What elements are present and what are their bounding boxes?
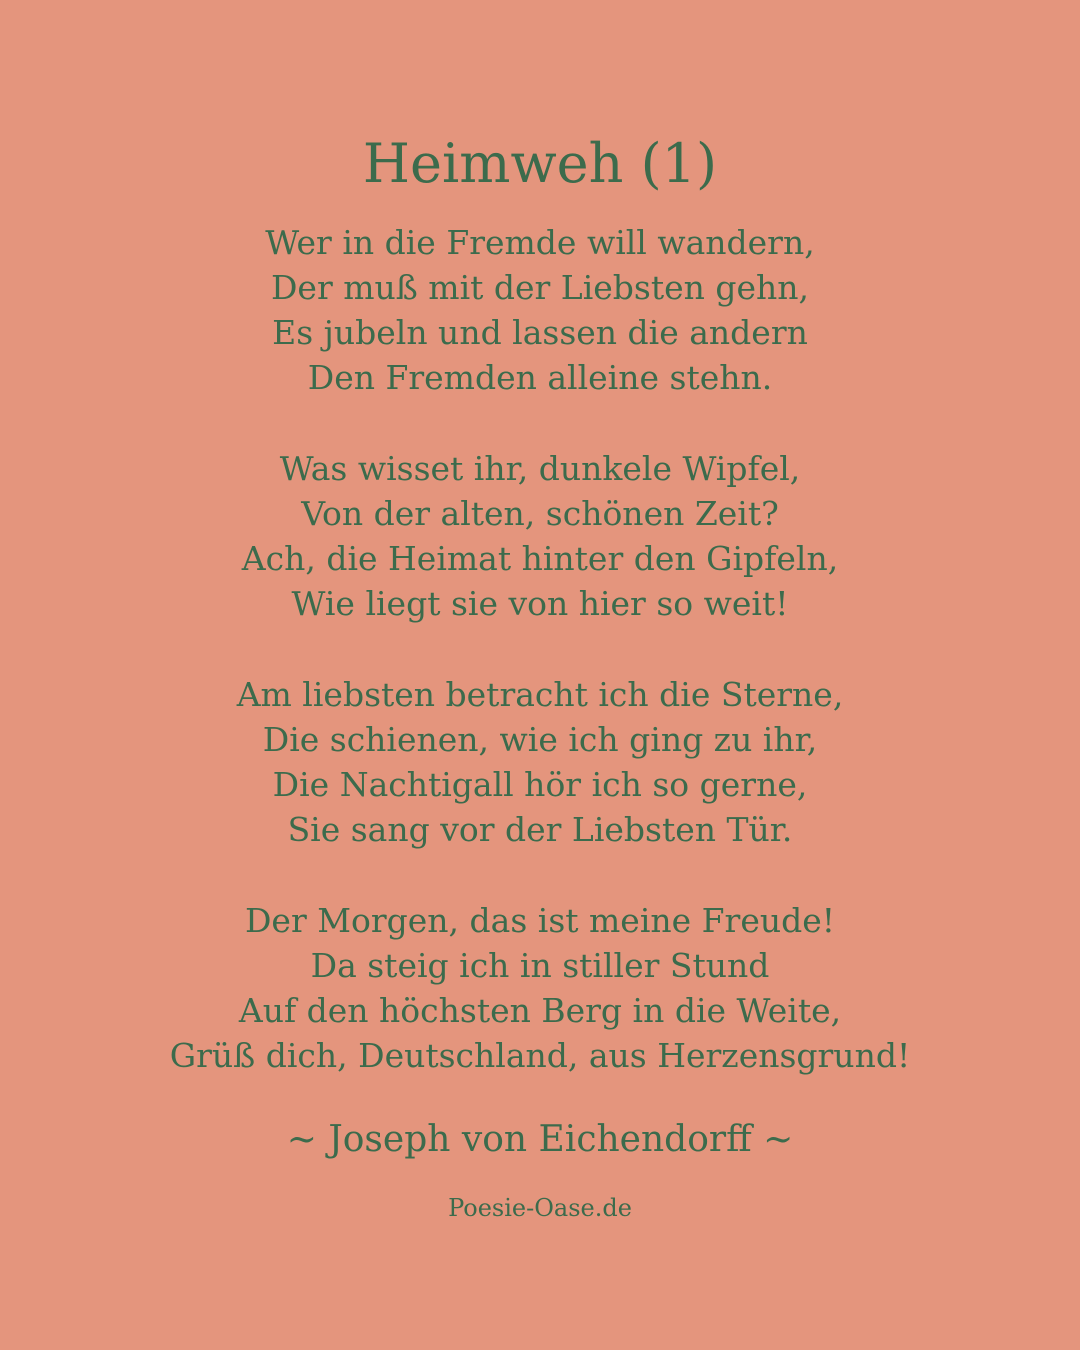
- poem-line: Auf den höchsten Berg in die Weite,: [238, 991, 842, 1030]
- website-label: Poesie-Oase.de: [448, 1194, 632, 1222]
- stanza-3: [0, 672, 1080, 852]
- poem-line: Von der alten, schönen Zeit?: [301, 494, 779, 533]
- poem-line: Es jubeln und lassen die andern: [272, 313, 808, 352]
- poem-line: Da steig ich in stiller Stund: [310, 946, 770, 985]
- poem-title: Heimweh (1): [362, 132, 718, 195]
- poem-line: Der Morgen, das ist meine Freude!: [244, 901, 836, 940]
- poem-line: Die Nachtigall hör ich so gerne,: [272, 765, 808, 804]
- poem-line: Sie sang vor der Liebsten Tür.: [287, 810, 793, 849]
- poem-line: Der muß mit der Liebsten gehn,: [270, 268, 810, 307]
- poem-line: Am liebsten betracht ich die Sterne,: [236, 675, 844, 714]
- poem-body: [0, 220, 1080, 1078]
- stanza-4: [0, 898, 1080, 1078]
- poem-line: Was wisset ihr, dunkele Wipfel,: [279, 449, 801, 488]
- poem-line: Grüß dich, Deutschland, aus Herzensgrund!: [169, 1036, 911, 1075]
- poem-line: Die schienen, wie ich ging zu ihr,: [262, 720, 818, 759]
- stanza-2: [0, 446, 1080, 626]
- poem-line: Wie liegt sie von hier so weit!: [291, 584, 789, 623]
- poem-line: Ach, die Heimat hinter den Gipfeln,: [241, 539, 839, 578]
- poem-line: Den Fremden alleine stehn.: [307, 358, 773, 397]
- stanza-1: [0, 220, 1080, 400]
- poem-author: ~ Joseph von Eichendorff ~: [286, 1119, 794, 1160]
- poem-line: Wer in die Fremde will wandern,: [265, 223, 815, 262]
